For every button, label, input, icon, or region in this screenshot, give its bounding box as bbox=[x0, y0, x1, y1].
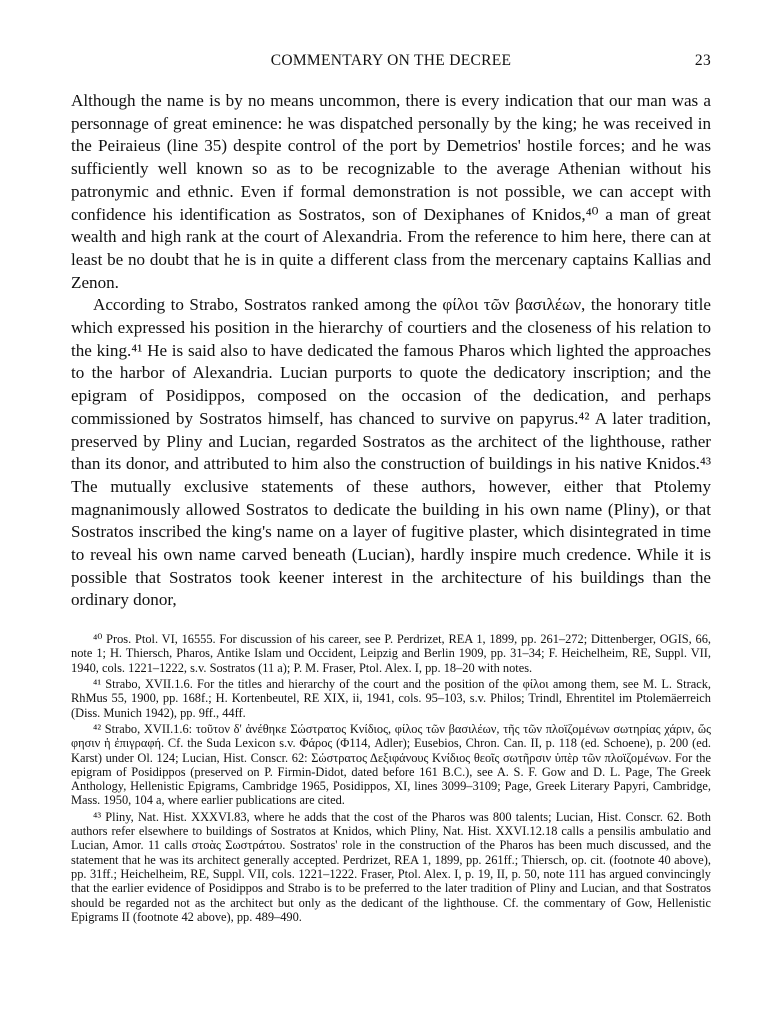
footnotes bbox=[71, 632, 711, 924]
footnote-40: ⁴⁰ Pros. Ptol. VI, 16555. For discussion of his career, see P. Perdrizet, REA 1, 1899, pp. 261–272; Dittenberger, OGIS, 66, note 1; H. Thiersch, Pharos, Antike Islam und Occident, Leipzig and Berlin 1909, pp. 31–34; F. Heichelheim, RE, Suppl. VII, 1940, cols. 1221–1222, s.v. Sostratos (11 a); P. M. Fraser, Ptol. Alex. I, pp. 18–20 with notes. bbox=[71, 632, 711, 675]
main-text bbox=[71, 90, 711, 612]
page bbox=[71, 52, 711, 926]
page-number: 23 bbox=[694, 52, 711, 69]
paragraph: Although the name is by no means uncommon, there is every indication that our man was a personnage of great eminence: he was dispatched personally by the king; he was received in the Peiraieus (line 35) despite control of the port by Demetrios' hostile forces; and he was sufficiently well known so as to be recognizable to the average Athenian without his patronymic and ethnic. Even if formal demonstration is not possible, we can accept with confidence his identification as Sostratos, son of Dexiphanes of Knidos,⁴⁰ a man of great wealth and high rank at the court of Alexandria. From the reference to him here, there can at least be no doubt that he is in quite a different class from the mercenary captains Kallias and Zenon. bbox=[71, 91, 711, 292]
footnote-41: ⁴¹ Strabo, XVII.1.6. For the titles and hierarchy of the court and the position of the φίλοι among them, see M. L. Strack, RhMus 55, 1900, pp. 168f.; H. Kortenbeutel, RE XIX, ii, 1941, cols. 95–103, s.v. Philos; Trindl, Ehrentitel im Ptolemäerreich (Diss. Munich 1942), pp. 9ff., 44ff. bbox=[71, 677, 711, 720]
page-header bbox=[71, 52, 711, 74]
paragraph: According to Strabo, Sostratos ranked among the φίλοι τῶν βασιλέων, the honorary title which expressed his position in the hierarchy of courtiers and the closeness of his relation to the king.⁴¹ He is said also to have dedicated the famous Pharos which lighted the approaches to the harbor of Alexandria. Lucian purports to quote the dedicatory inscription; and the epigram of Posidippos, composed on the occasion of the dedication, and perhaps commissioned by Sostratos himself, has chanced to survive on papyrus.⁴² A later tradition, preserved by Pliny and Lucian, regarded Sostratos as the architect of the lighthouse, rather than its donor, and attributed to him also the construction of buildings in his native Knidos.⁴³ The mutually exclusive statements of these authors, however, either that Ptolemy magnanimously allowed Sostratos to dedicate the building in his own name (Pliny), or that Sostratos inscribed the king's name on a layer of fugitive plaster, which disintegrated in time to reveal his own name carved beneath (Lucian), hardly inspire much credence. While it is possible that Sostratos took keener interest in the architecture of his buildings than the ordinary donor, bbox=[71, 295, 711, 610]
footnote-42: ⁴² Strabo, XVII.1.6: τοῦτον δ' ἀνέθηκε Σώστρατος Κνίδιος, φίλος τῶν βασιλέων, τῆς τῶν πλοϊζομένων σωτηρίας χάριν, ὥς φησιν ἡ ἐπιγραφή. Cf. the Suda Lexicon s.v. Φάρος (Φ114, Adler); Eusebios, Chron. Can. II, p. 118 (ed. Schoene), p. 200 (ed. Karst) under Ol. 124; Lucian, Hist. Conscr. 62: Σώστρατος Δεξιφάνους Κνίδιος θεοῖς σωτῆρσιν ὑπὲρ τῶν πλοϊζομένων. For the epigram of Posidippos (preserved on P. Firmin-Didot, dated before 161 B.C.), see A. S. F. Gow and D. L. Page, The Greek Anthology, Hellenistic Epigrams, Cambridge 1965, Posidippos, XI, lines 3099–3109; Page, Greek Literary Papyri, Cambridge, Mass. 1950, 104 a, where earlier publications are cited. bbox=[71, 721, 711, 808]
footnote-43: ⁴³ Pliny, Nat. Hist. XXXVI.83, where he adds that the cost of the Pharos was 800 talents; Lucian, Hist. Conscr. 62. Both authors refer elsewhere to buildings of Sostratos at Knidos, which Pliny, Nat. Hist. XXVI.12.18 calls a pensilis ambulatio and Lucian, Amor. 11 calls στοὰς Σωστράτου. Sostratos' role in the construction of the Pharos has been much discussed, and the statement that he was its architect generally accepted. Perdrizet, REA 1, 1899, pp. 261ff.; Thiersch, op. cit. (footnote 40 above), pp. 31ff.; Heichelheim, RE, Suppl. VII, cols. 1221–1222. Fraser, Ptol. Alex. I, p. 19, II, p. 50, note 111 has argued convincingly that the earlier evidence of Posidippos and Strabo is to be preferred to the later tradition of Pliny and Lucian, and that Sostratos should be regarded not as the architect but only as the dedicant of the lighthouse. Cf. the commentary of Gow, Hellenistic Epigrams II (footnote 42 above), pp. 489–490. bbox=[71, 809, 711, 924]
running-title: COMMENTARY ON THE DECREE bbox=[270, 52, 512, 69]
